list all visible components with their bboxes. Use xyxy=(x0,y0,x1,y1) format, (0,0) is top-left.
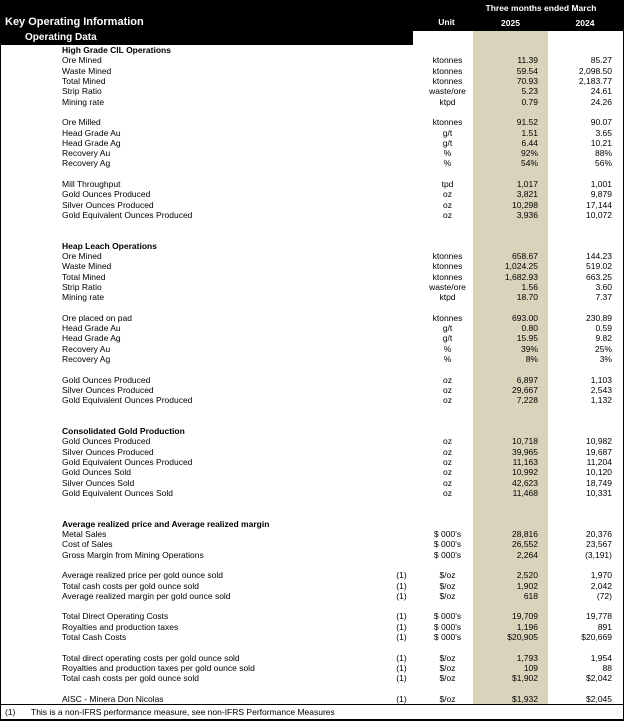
note-marker: (1) xyxy=(396,580,407,591)
row-label: Royalties and production taxes per gold ounce sold xyxy=(62,662,255,673)
unit-cell: oz xyxy=(443,199,452,210)
row-label: Average realized price per gold ounce sold xyxy=(62,570,223,581)
table-row xyxy=(1,653,623,663)
value-2024: 17,144 xyxy=(586,199,612,210)
value-2025: 10,298 xyxy=(512,199,538,210)
note-marker: (1) xyxy=(396,632,407,643)
table-row xyxy=(1,375,623,385)
value-2025: 8% xyxy=(525,354,538,365)
value-2025: 0.79 xyxy=(521,96,538,107)
row-label: Total Mined xyxy=(62,271,106,282)
value-2025: 1.51 xyxy=(521,127,538,138)
unit-cell: g/t xyxy=(442,333,453,344)
value-2025: 693.00 xyxy=(512,312,538,323)
value-2025: 2,520 xyxy=(516,570,538,581)
value-2025: 2,264 xyxy=(516,549,538,560)
value-2024: 88 xyxy=(602,662,612,673)
value-2024: 3% xyxy=(599,354,612,365)
unit-cell: ktonnes xyxy=(432,76,463,87)
value-2024: 519.02 xyxy=(586,261,612,272)
subtitle-bar xyxy=(1,31,413,45)
table-row xyxy=(1,251,623,261)
row-label: Total Mined xyxy=(62,76,106,87)
value-2024: 85.27 xyxy=(590,55,612,66)
value-2025: 11.39 xyxy=(517,55,538,66)
value-2025: 7,228 xyxy=(516,395,538,406)
value-2025: 15.95 xyxy=(516,333,538,344)
unit-cell: g/t xyxy=(442,323,453,334)
unit-cell: ktonnes xyxy=(432,312,463,323)
column-header-2024: 2024 xyxy=(575,18,595,28)
unit-cell: % xyxy=(443,148,452,159)
unit-cell: ktonnes xyxy=(432,65,463,76)
value-2025: 6.44 xyxy=(521,137,538,148)
value-2025: 42,623 xyxy=(512,477,538,488)
table-row xyxy=(1,467,623,477)
value-2024: 1,970 xyxy=(590,570,612,581)
table-row xyxy=(1,55,623,65)
value-2025: 28,816 xyxy=(512,529,538,540)
row-label: Waste Mined xyxy=(62,261,112,272)
value-2025: 1,017 xyxy=(516,179,538,189)
value-2024: 2,098.50 xyxy=(578,65,612,76)
value-2025: 1.56 xyxy=(521,281,538,292)
footnote-row xyxy=(1,704,623,720)
row-label: Mill Throughput xyxy=(62,179,121,189)
row-label: Head Grade Ag xyxy=(62,137,121,148)
section-title-label: High Grade CIL Operations xyxy=(62,45,171,56)
unit-cell: oz xyxy=(443,457,452,468)
value-2025: 3,821 xyxy=(516,189,538,200)
value-2024: 0.59 xyxy=(595,323,612,334)
note-marker: (1) xyxy=(396,673,407,684)
value-2024: 2,042 xyxy=(590,580,612,591)
row-label: Silver Ounces Sold xyxy=(62,477,135,488)
value-2024: 3.65 xyxy=(595,127,612,138)
value-2024: 2,543 xyxy=(590,384,612,395)
unit-cell: oz xyxy=(443,477,452,488)
value-2025: 39,965 xyxy=(512,446,538,457)
row-label: Strip Ratio xyxy=(62,281,102,292)
value-2024: 1,001 xyxy=(590,179,612,189)
value-2025: $1,902 xyxy=(512,673,538,684)
spacer-row xyxy=(1,642,623,652)
row-label: Cost of Sales xyxy=(62,539,113,550)
row-label: Recovery Au xyxy=(62,343,111,354)
spacer-row xyxy=(1,508,623,518)
value-2024: 11,204 xyxy=(586,457,612,468)
note-marker: (1) xyxy=(396,662,407,673)
table-row xyxy=(1,447,623,457)
unit-cell: oz xyxy=(443,384,452,395)
value-2024: 2,183.77 xyxy=(578,76,612,87)
table-row xyxy=(1,292,623,302)
note-marker: (1) xyxy=(396,693,407,704)
unit-cell: $/oz xyxy=(439,580,456,591)
unit-cell: $/oz xyxy=(439,590,456,601)
table-row xyxy=(1,179,623,189)
spacer-row xyxy=(1,230,623,240)
value-2024: $2,045 xyxy=(586,693,612,704)
row-label: Gold Equivalent Ounces Produced xyxy=(62,209,193,220)
unit-cell: $/oz xyxy=(439,662,456,673)
row-label: Average realized margin per gold ounce sold xyxy=(62,590,231,601)
table-row xyxy=(1,333,623,343)
spacer-row xyxy=(1,364,623,374)
value-2025: 109 xyxy=(523,662,538,673)
unit-cell: oz xyxy=(443,209,452,220)
table-row xyxy=(1,66,623,76)
spacer-row xyxy=(1,107,623,117)
unit-cell: tpd xyxy=(441,179,454,189)
row-label: Total Cash Costs xyxy=(62,632,127,643)
table-row xyxy=(1,189,623,199)
row-label: Recovery Ag xyxy=(62,354,111,365)
unit-cell: $/oz xyxy=(439,693,456,704)
value-2025: 1,196 xyxy=(516,621,538,632)
row-label: Gold Ounces Produced xyxy=(62,374,151,385)
value-2024: 9.82 xyxy=(595,333,612,344)
spacer-row xyxy=(1,601,623,611)
value-2024: 88% xyxy=(594,148,612,159)
table-row xyxy=(1,117,623,127)
unit-cell: $ 000's xyxy=(433,549,462,560)
value-2024: 24.26 xyxy=(590,96,612,107)
unit-cell: ktonnes xyxy=(432,271,463,282)
value-2024: 663.25 xyxy=(586,271,612,282)
operating-data-table xyxy=(1,45,623,704)
row-label: Ore Milled xyxy=(62,117,101,128)
row-label: Gold Ounces Produced xyxy=(62,436,151,447)
table-row xyxy=(1,96,623,106)
unit-cell: ktonnes xyxy=(432,251,463,262)
table-row xyxy=(1,158,623,168)
value-2024: $20,669 xyxy=(581,632,612,643)
value-2025: 618 xyxy=(523,590,538,601)
spacer-row xyxy=(1,498,623,508)
value-2024: $2,042 xyxy=(586,673,612,684)
table-row xyxy=(1,323,623,333)
table-row xyxy=(1,138,623,148)
page-subtitle: Operating Data xyxy=(25,32,97,43)
row-label: Ore Mined xyxy=(62,251,102,262)
table-row xyxy=(1,580,623,590)
table-row xyxy=(1,354,623,364)
row-label: Gold Ounces Sold xyxy=(62,467,131,478)
value-2025: 18.70 xyxy=(516,292,538,303)
value-2025: 26,552 xyxy=(512,539,538,550)
section-header xyxy=(1,519,623,529)
value-2024: 24.61 xyxy=(590,86,612,97)
unit-cell: $/oz xyxy=(439,652,456,663)
unit-cell: oz xyxy=(443,189,452,200)
unit-cell: g/t xyxy=(442,137,453,148)
value-2024: (72) xyxy=(596,590,612,601)
value-2025: $20,905 xyxy=(507,632,538,643)
unit-cell: waste/ore xyxy=(429,281,466,292)
period-header: Three months ended March xyxy=(485,3,597,13)
row-label: Silver Ounces Produced xyxy=(62,446,154,457)
table-row xyxy=(1,457,623,467)
value-2025: 3,936 xyxy=(516,209,538,220)
unit-cell: $/oz xyxy=(439,673,456,684)
spacer-row xyxy=(1,220,623,230)
footnote-text: This is a non-IFRS performance measure, see non-IFRS Performance Measures xyxy=(31,707,335,717)
section-title-label: Heap Leach Operations xyxy=(62,240,157,251)
note-marker: (1) xyxy=(396,590,407,601)
row-label: Head Grade Au xyxy=(62,323,121,334)
value-2025: 1,793 xyxy=(516,652,538,663)
row-label: Waste Mined xyxy=(62,65,112,76)
note-marker: (1) xyxy=(396,611,407,622)
value-2025: 70.93 xyxy=(516,76,538,87)
table-row xyxy=(1,199,623,209)
row-label: Gold Ounces Produced xyxy=(62,189,151,200)
footnote-marker: (1) xyxy=(5,707,16,717)
value-2024: 25% xyxy=(594,343,612,354)
note-marker: (1) xyxy=(396,570,407,581)
table-row xyxy=(1,673,623,683)
section-title-label: Consolidated Gold Production xyxy=(62,426,185,437)
unit-cell: % xyxy=(443,158,452,169)
unit-cell: ktonnes xyxy=(432,55,463,66)
table-row xyxy=(1,148,623,158)
table-row xyxy=(1,127,623,137)
unit-cell: ktonnes xyxy=(432,261,463,272)
value-2024: 10,120 xyxy=(586,467,612,478)
value-2024: 9,879 xyxy=(590,189,612,200)
row-label: Royalties and production taxes xyxy=(62,621,179,632)
value-2025: 5.23 xyxy=(521,86,538,97)
table-row xyxy=(1,611,623,621)
value-2025: 1,024.25 xyxy=(504,261,538,272)
unit-cell: $ 000's xyxy=(433,632,462,643)
column-header-2025: 2025 xyxy=(501,18,520,28)
unit-cell: g/t xyxy=(442,127,453,138)
row-label: Head Grade Ag xyxy=(62,333,121,344)
value-2025: $1,932 xyxy=(512,693,538,704)
table-row xyxy=(1,395,623,405)
table-row xyxy=(1,210,623,220)
value-2024: 23,567 xyxy=(586,539,612,550)
table-row xyxy=(1,632,623,642)
value-2024: 1,132 xyxy=(590,395,612,406)
unit-cell: $ 000's xyxy=(433,529,462,540)
row-label: Ore placed on pad xyxy=(62,312,132,323)
value-2024: 1,103 xyxy=(590,374,612,385)
value-2025: 1,902 xyxy=(516,580,538,591)
row-label: Mining rate xyxy=(62,96,105,107)
value-2025: 658.67 xyxy=(512,251,538,262)
unit-cell: $ 000's xyxy=(433,611,462,622)
value-2024: 19,687 xyxy=(586,446,612,457)
table-row xyxy=(1,539,623,549)
value-2024: 19,778 xyxy=(586,611,612,622)
unit-cell: $/oz xyxy=(439,570,456,581)
unit-cell: % xyxy=(443,343,452,354)
row-label: Strip Ratio xyxy=(62,86,102,97)
row-label: Silver Ounces Produced xyxy=(62,384,154,395)
value-2025: 29,667 xyxy=(512,384,538,395)
section-header xyxy=(1,426,623,436)
unit-cell: % xyxy=(443,354,452,365)
spacer-row xyxy=(1,302,623,312)
value-2025: 19,709 xyxy=(512,611,538,622)
value-2024: 230.89 xyxy=(586,312,612,323)
row-label: Total Direct Operating Costs xyxy=(62,611,169,622)
unit-cell: oz xyxy=(443,374,452,385)
value-2025: 10,718 xyxy=(512,436,538,447)
table-row xyxy=(1,694,623,704)
unit-column-header: Unit xyxy=(438,17,455,27)
unit-cell: oz xyxy=(443,436,452,447)
table-row xyxy=(1,622,623,632)
row-label: Mining rate xyxy=(62,292,105,303)
unit-cell: oz xyxy=(443,487,452,498)
unit-cell: $ 000's xyxy=(433,621,462,632)
row-label: Recovery Ag xyxy=(62,158,111,169)
unit-cell: ktpd xyxy=(439,292,456,303)
table-row xyxy=(1,570,623,580)
report-header-bar xyxy=(1,1,623,31)
table-row xyxy=(1,86,623,96)
row-label: Total direct operating costs per gold ounce sold xyxy=(62,652,240,663)
value-2025: 0.80 xyxy=(521,323,538,334)
spacer-row xyxy=(1,416,623,426)
row-label: Silver Ounces Produced xyxy=(62,199,154,210)
table-row xyxy=(1,76,623,86)
table-row xyxy=(1,261,623,271)
value-2025: 91.52 xyxy=(516,117,538,128)
value-2025: 59.54 xyxy=(516,65,538,76)
value-2024: 56% xyxy=(594,158,612,169)
unit-cell: ktpd xyxy=(439,96,456,107)
value-2025: 11,163 xyxy=(512,457,538,468)
row-label: Head Grade Au xyxy=(62,127,121,138)
table-row xyxy=(1,550,623,560)
spacer-row xyxy=(1,560,623,570)
table-row xyxy=(1,477,623,487)
spacer-row xyxy=(1,405,623,415)
row-label: Ore Mined xyxy=(62,55,102,66)
unit-cell: ktonnes xyxy=(432,117,463,128)
section-header xyxy=(1,45,623,55)
unit-cell: oz xyxy=(443,395,452,406)
note-marker: (1) xyxy=(396,621,407,632)
table-row xyxy=(1,591,623,601)
spacer-row xyxy=(1,169,623,179)
value-2024: 1,954 xyxy=(590,652,612,663)
page-title: Key Operating Information xyxy=(5,16,144,28)
unit-cell: waste/ore xyxy=(429,86,466,97)
value-2024: 20,376 xyxy=(586,529,612,540)
unit-cell: $ 000's xyxy=(433,539,462,550)
table-row xyxy=(1,436,623,446)
value-2024: 90.07 xyxy=(590,117,612,128)
value-2025: 92% xyxy=(520,148,538,159)
value-2024: 10,982 xyxy=(586,436,612,447)
row-label: AISC - Minera Don Nicolas xyxy=(62,693,164,704)
row-label: Gold Equivalent Ounces Sold xyxy=(62,487,174,498)
value-2024: 10,072 xyxy=(586,209,612,220)
value-2024: (3,191) xyxy=(585,549,612,560)
section-header xyxy=(1,241,623,251)
row-label: Gold Equivalent Ounces Produced xyxy=(62,395,193,406)
value-2025: 1,682.93 xyxy=(504,271,538,282)
value-2024: 10,331 xyxy=(586,487,612,498)
row-label: Recovery Au xyxy=(62,148,111,159)
row-label: Metal Sales xyxy=(62,529,107,540)
spacer-row xyxy=(1,683,623,693)
row-label: Total cash costs per gold ounce sold xyxy=(62,580,200,591)
table-row xyxy=(1,272,623,282)
table-row xyxy=(1,282,623,292)
value-2024: 3.60 xyxy=(595,281,612,292)
value-2025: 11,468 xyxy=(512,487,538,498)
value-2024: 7.37 xyxy=(595,292,612,303)
value-2025: 10,992 xyxy=(512,467,538,478)
row-label: Gross Margin from Mining Operations xyxy=(62,549,204,560)
table-row xyxy=(1,344,623,354)
table-row xyxy=(1,313,623,323)
value-2025: 39% xyxy=(520,343,538,354)
value-2024: 144.23 xyxy=(586,251,612,262)
row-label: Total cash costs per gold ounce sold xyxy=(62,673,200,684)
value-2024: 10.21 xyxy=(590,137,612,148)
note-marker: (1) xyxy=(396,652,407,663)
table-row xyxy=(1,385,623,395)
unit-cell: oz xyxy=(443,467,452,478)
value-2025: 54% xyxy=(520,158,538,169)
value-2024: 18,749 xyxy=(586,477,612,488)
table-row xyxy=(1,529,623,539)
unit-cell: oz xyxy=(443,446,452,457)
value-2024: 891 xyxy=(597,621,612,632)
table-row xyxy=(1,488,623,498)
section-title-label: Average realized price and Average realized margin xyxy=(62,518,270,529)
value-2025: 6,897 xyxy=(516,374,538,385)
row-label: Gold Equivalent Ounces Produced xyxy=(62,457,193,468)
table-row xyxy=(1,663,623,673)
